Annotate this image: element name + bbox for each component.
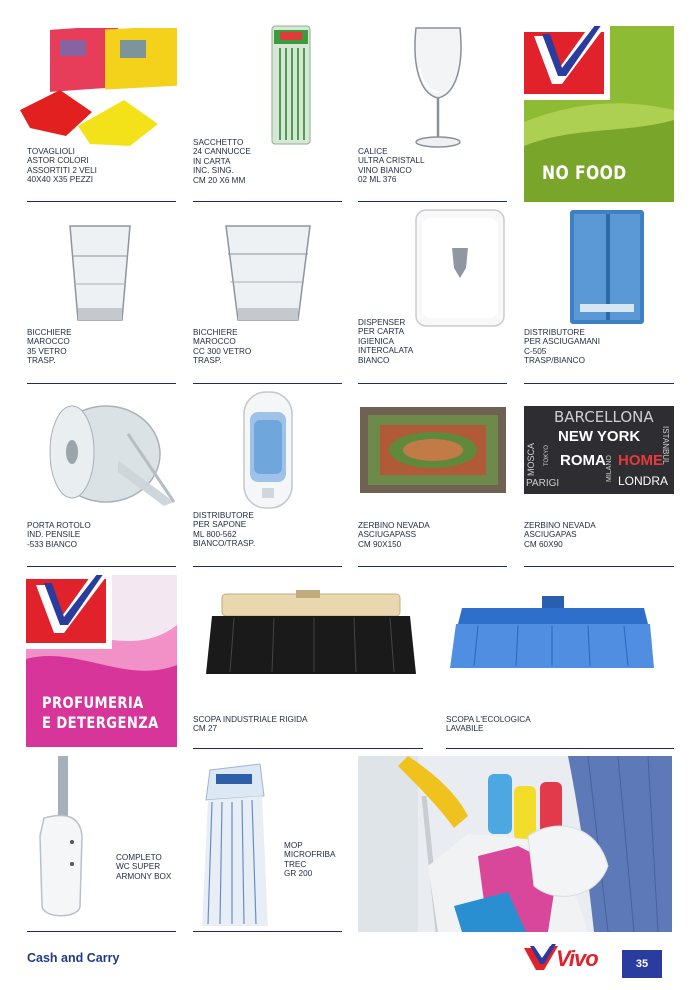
doormat-image xyxy=(358,405,508,495)
glass-image xyxy=(66,224,134,324)
broom-industrial-image xyxy=(204,590,418,690)
napkins-image xyxy=(20,28,190,150)
city-doormat-image: BARCELLONA MOSCA TOKYO NEW YORK ROMA MILANO HOME ISTANBUL PARIGI LONDRA xyxy=(524,406,674,494)
glass-image xyxy=(224,224,312,324)
straws-pack-image xyxy=(268,24,314,148)
towel-dispenser-image xyxy=(566,208,648,328)
vivo-logo: Vivo xyxy=(522,944,616,974)
cleaning-supplies-photo xyxy=(358,756,672,932)
roll-holder-image xyxy=(28,394,178,510)
profumeria-banner: PROFUMERIA E DETERGENZA xyxy=(26,575,177,747)
broom-blue-image xyxy=(448,596,658,678)
wine-glass-image xyxy=(408,26,468,150)
paper-dispenser-image xyxy=(412,208,508,330)
soap-dispenser-image xyxy=(240,390,296,512)
footer-cash-and-carry: Cash and Carry xyxy=(27,951,120,965)
page-number: 35 xyxy=(622,950,662,978)
mop-image xyxy=(198,756,272,930)
no-food-banner: NO FOOD xyxy=(524,26,674,202)
wc-brush-set-image xyxy=(36,756,88,924)
